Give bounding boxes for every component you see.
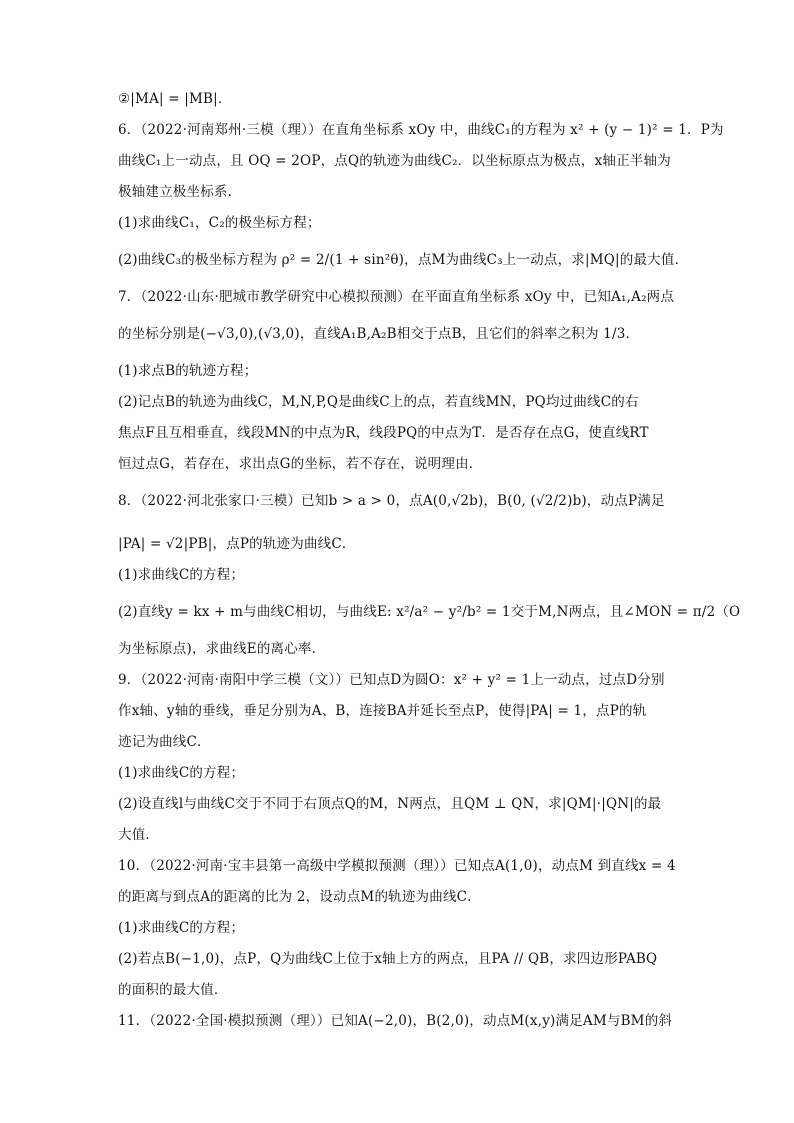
text-line: (2)若点B(−1,0)，点P，Q为曲线C上位于x轴上方的两点，且PA // QB，求四边形PABQ: [118, 951, 658, 967]
text-line: 10．（2022·河南·宝丰县第一高级中学模拟预测（理））已知点A(1,0)，动点M 到直线x = 4: [118, 858, 676, 874]
text-line: ②|MA| = |MB|．: [118, 91, 232, 107]
text-line: 9．（2022·河南·南阳中学三模（文））已知点D为圆O：x² + y² = 1上一动点，过点D分别: [118, 672, 665, 688]
text-line: 极轴建立极坐标系．: [118, 184, 242, 200]
text-line: 8．（2022·河北张家口·三模）已知b > a > 0，点A(0,√2b)，B(0, (√2/2)b)，动点P满足: [118, 493, 665, 509]
text-line: |PA| = √2|PB|，点P的轨迹为曲线C．: [118, 536, 356, 552]
text-line: 作x轴、y轴的垂线，垂足分别为A、B，连接BA并延长至点P，使得|PA| = 1，点P的轨: [118, 703, 647, 719]
text-line: 6．（2022·河南郑州·三模（理））在直角坐标系 xOy 中，曲线C₁的方程为 x² + (y − 1)² = 1．P为: [118, 122, 724, 138]
text-line: 7．（2022·山东·肥城市教学研究中心模拟预测）在平面直角坐标系 xOy 中，已知A₁,A₂两点: [118, 289, 675, 305]
text-line: 焦点F且互相垂直，线段MN的中点为R，线段PQ的中点为T．是否存在点G，使直线RT: [118, 425, 649, 441]
text-line: 曲线C₁上一动点，且 OQ = 2OP，点Q的轨迹为曲线C₂．以坐标原点为极点，x轴正半轴为: [118, 153, 671, 169]
text-line: (2)记点B的轨迹为曲线C，M,N,P,Q是曲线C上的点，若直线MN，PQ均过曲线C的右: [118, 394, 639, 410]
text-line: (2)设直线l与曲线C交于不同于右顶点Q的M，N两点，且QM ⊥ QN，求|QM|·|QN|的最: [118, 796, 662, 812]
text-line: (1)求曲线C的方程；: [118, 920, 245, 936]
text-line: (2)曲线C₃的极坐标方程为 ρ² = 2/(1 + sin²θ)，点M为曲线C₃上一动点，求|MQ|的最大值．: [118, 252, 689, 268]
text-line: (1)求曲线C₁，C₂的极坐标方程；: [118, 215, 321, 231]
text-line: 迹记为曲线C．: [118, 734, 211, 750]
text-line: (1)求曲线C的方程；: [118, 765, 245, 781]
text-line: 恒过点G，若存在，求出点G的坐标，若不存在，说明理由．: [118, 456, 483, 472]
text-line: (1)求点B的轨迹方程；: [118, 363, 258, 379]
text-line: 的面积的最大值．: [118, 982, 228, 998]
text-line: 的坐标分别是(−√3,0),(√3,0)，直线A₁B,A₂B相交于点B，且它们的斜率之积为 1/3．: [118, 326, 640, 342]
text-line: 大值．: [118, 827, 160, 843]
text-line: (1)求曲线C的方程；: [118, 567, 245, 583]
text-line: 的距离与到点A的距离的比为 2，设动点M的轨迹为曲线C．: [118, 889, 481, 905]
text-line: 为坐标原点)，求曲线E的离心率．: [118, 641, 326, 657]
text-line: (2)直线y = kx + m与曲线C相切，与曲线E: x²/a² − y²/b² = 1交于M,N两点，且∠MON = π/2（O: [118, 604, 741, 620]
text-line: 11．（2022·全国·模拟预测（理））已知A(−2,0)，B(2,0)，动点M(x,y)满足AM与BM的斜: [118, 1013, 673, 1029]
